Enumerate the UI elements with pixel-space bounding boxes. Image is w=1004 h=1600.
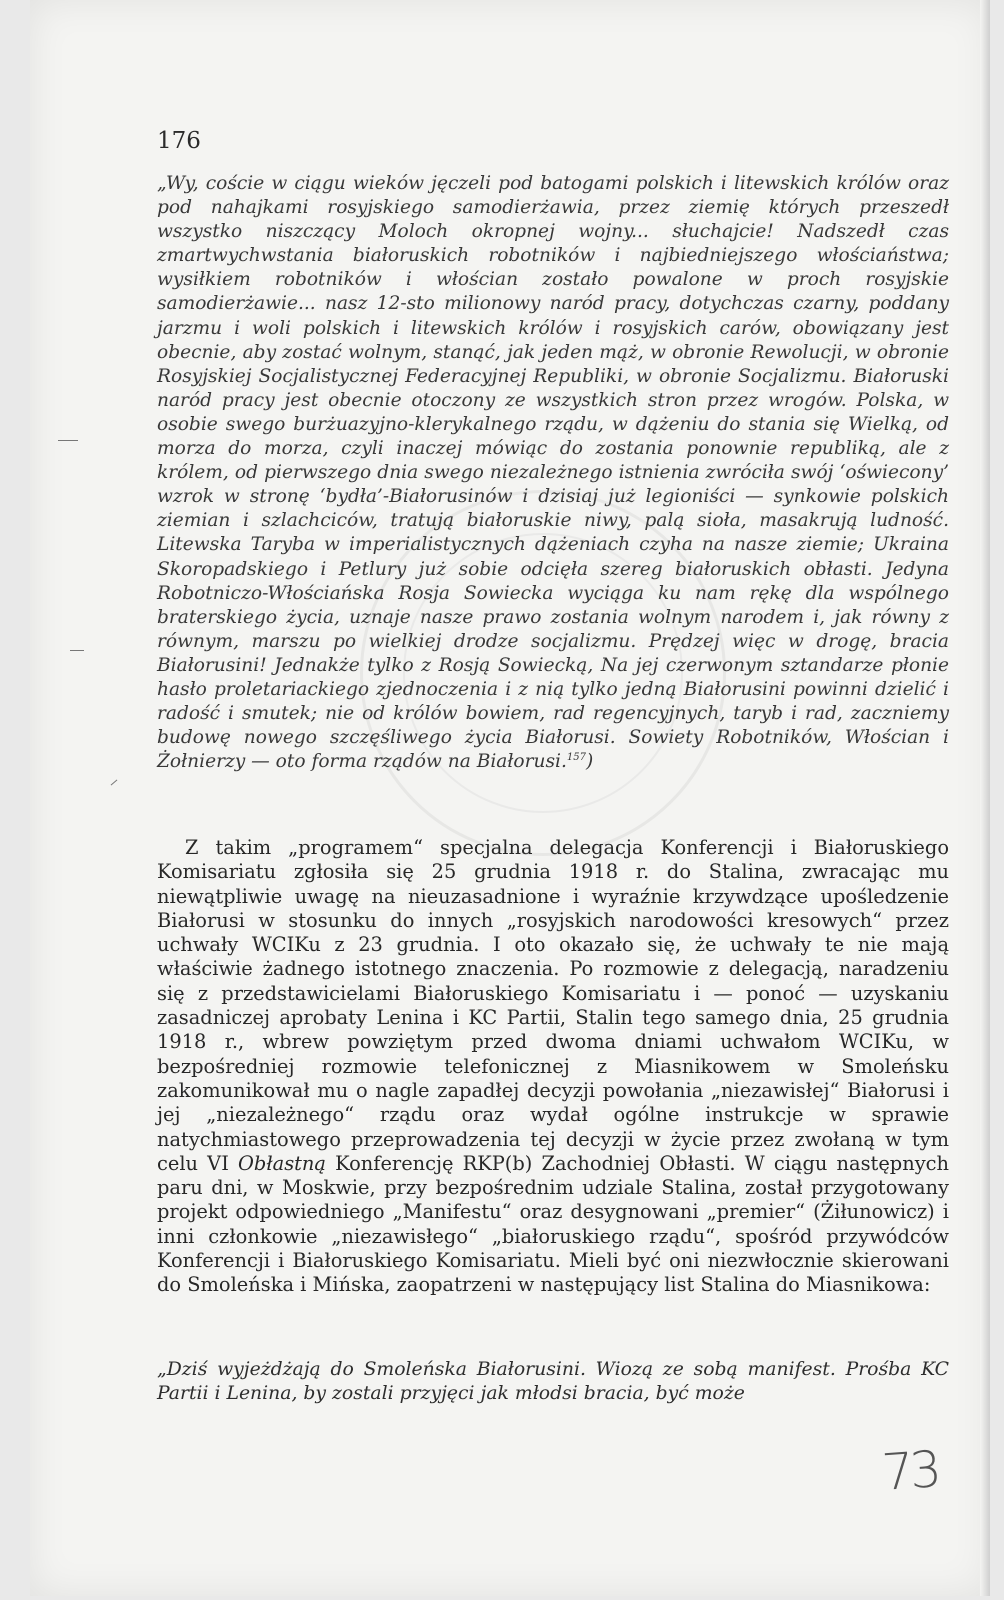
handwritten-archive-number: 73 [880,1440,940,1502]
quote-close-paren: ) [585,751,594,773]
manifesto-quote-text: „Wy, coście w ciągu wieków jęczeli pod batogami polskich i litewskich królów oraz pod nahajkami rosyjskiego samodierżawia, przez ziemię których przeszedł wszystko niszczący Moloch okropnej wojny... słuchajcie! Nadszedł czas zmartwychwstania białoruskich robotników i najbiedniejszego włościaństwa; wysiłkiem robotników i włościan zostało powalone w proch rosyjskie samodierżawie... nasz 12-sto milionowy naród pracy, dotychczas czarny, poddany jarzmu i woli polskich i litewskich królów i rosyjskich carów, obowiązany jest obecnie, aby zostać wolnym, stanąć, jak jeden mąż, w obronie Rewolucji, w obronie Rosyjskiej Socjalistycznej Federacyjnej Republiki, w obronie Socjalizmu. Białoruski naród pracy jest obecnie otoczony ze wszystkich stron przez wrogów. Polska, w osobie swego burżuazyjno-klerykalnego rządu, w dążeniu do stania się Wielką, od morza do morza, czyli inaczej mówiąc do zostania ponownie republiką, ale z królem, od pierwszego dnia swego niezależnego istnienia zwróciła swój ‘oświecony’ wzrok w stronę ‘bydła’-Białorusinów i dzisiaj już legioniści — synkowie polskich ziemian i szlachciców, tratują białoruskie niwy, palą sioła, masakrują ludność. Litewska Taryba w imperialistycznych dążeniach czyha na nasze ziemie; Ukraina Skoropadskiego i Petlury już sobie odcięła szereg białoruskich obłasti. Jedyna Robotniczo-Włościańska Rosja Sowiecka wyciąga ku nam rękę dla wspólnego braterskiego życia, uznaje nasze prawo zostania wolnym narodem i, jak równy z równym, marszu po wielkiej drodze socjalizmu. Prędzej więc w drogę, bracia Białorusini! Jednakże tylko z Rosją Sowiecką, Na jej czerwonym sztandarze płonie hasło proletariackiego zjednoczenia i z nią tylko jedną Białorusini powinni dzielić i radość i smutek; nie od królów bowiem, rad regencyjnych, taryb i rad, zaczniemy budowę nowego szczęśliwego życia Białorusi. Sowiety Robotników, Włościan i Żołnierzy — oto forma rządów na Białorusi. [157,173,949,773]
footnote-marker: 157 [566,752,586,764]
margin-mark [111,780,118,786]
body-paragraph [157,836,949,1298]
manifesto-quote [157,172,949,774]
page-edge-shadow [980,0,990,1596]
margin-mark [70,650,84,651]
stalin-letter-quote: „Dziś wyjeżdżają do Smoleńska Białorusini. Wiozą ze sobą manifest. Prośba KC Partii i Lenina, by zostali przyjęci jak młodsi bracia, być może [157,1359,949,1405]
page-number: 176 [157,128,201,154]
body-paragraph-continuation: Konferencję RKP(b) Zachodniej Obłasti. W ciągu następnych paru dni, w Moskwie, przy bezpośrednim udziale Stalina, został przygotowany projekt odpowiedniego „Manifestu“ oraz desygnowani „premier“ (Żiłunowicz) i inni członkowie „niezawisłego“ „białoruskiego rządu“, spośród przywódców Konferencji i Białoruskiego Komisariatu. Mieli być oni niezwłocznie skierowani do Smoleńska i Mińska, zaopatrzeni w następujący list Stalina do Miasnikowa: [157,1151,950,1297]
book-page [30,0,990,1596]
body-italic-term: Obłastną [238,1151,326,1175]
margin-mark [58,440,78,441]
body-paragraph-text: Z takim „programem“ specjalna delegacja Konferencji i Białoruskiego Komisariatu zgłosiła się 25 grudnia 1918 r. do Stalina, zwracając mu niewątpliwie uwagę na nieuzasadnione i wyraźnie krzywdzące upośledzenie Białorusi w stosunku do innych „rosyjskich narodowości kresowych“ przez uchwały WCIKu z 23 grudnia. I oto okazało się, że uchwały te nie mają właściwie żadnego istotnego znaczenia. Po rozmowie z delegacją, naradzeniu się z przedstawicielami Białoruskiego Komisariatu i — ponoć — uzyskaniu zasadniczej aprobaty Lenina i KC Partii, Stalin tego samego dnia, 25 grudnia 1918 r., wbrew powziętym przed dwoma dniami uchwałom WCIKu, w bezpośredniej rozmowie telefonicznej z Miasnikowem w Smoleńsku zakomunikował mu o nagle zapadłej decyzji powołania „niezawisłej“ Białorusi i jej „niezależnego“ rządu oraz wydał ogólne instrukcje w sprawie natychmiastowego przeprowadzenia tej decyzji w życie przez zwołaną w tym celu VI [157,836,949,1175]
